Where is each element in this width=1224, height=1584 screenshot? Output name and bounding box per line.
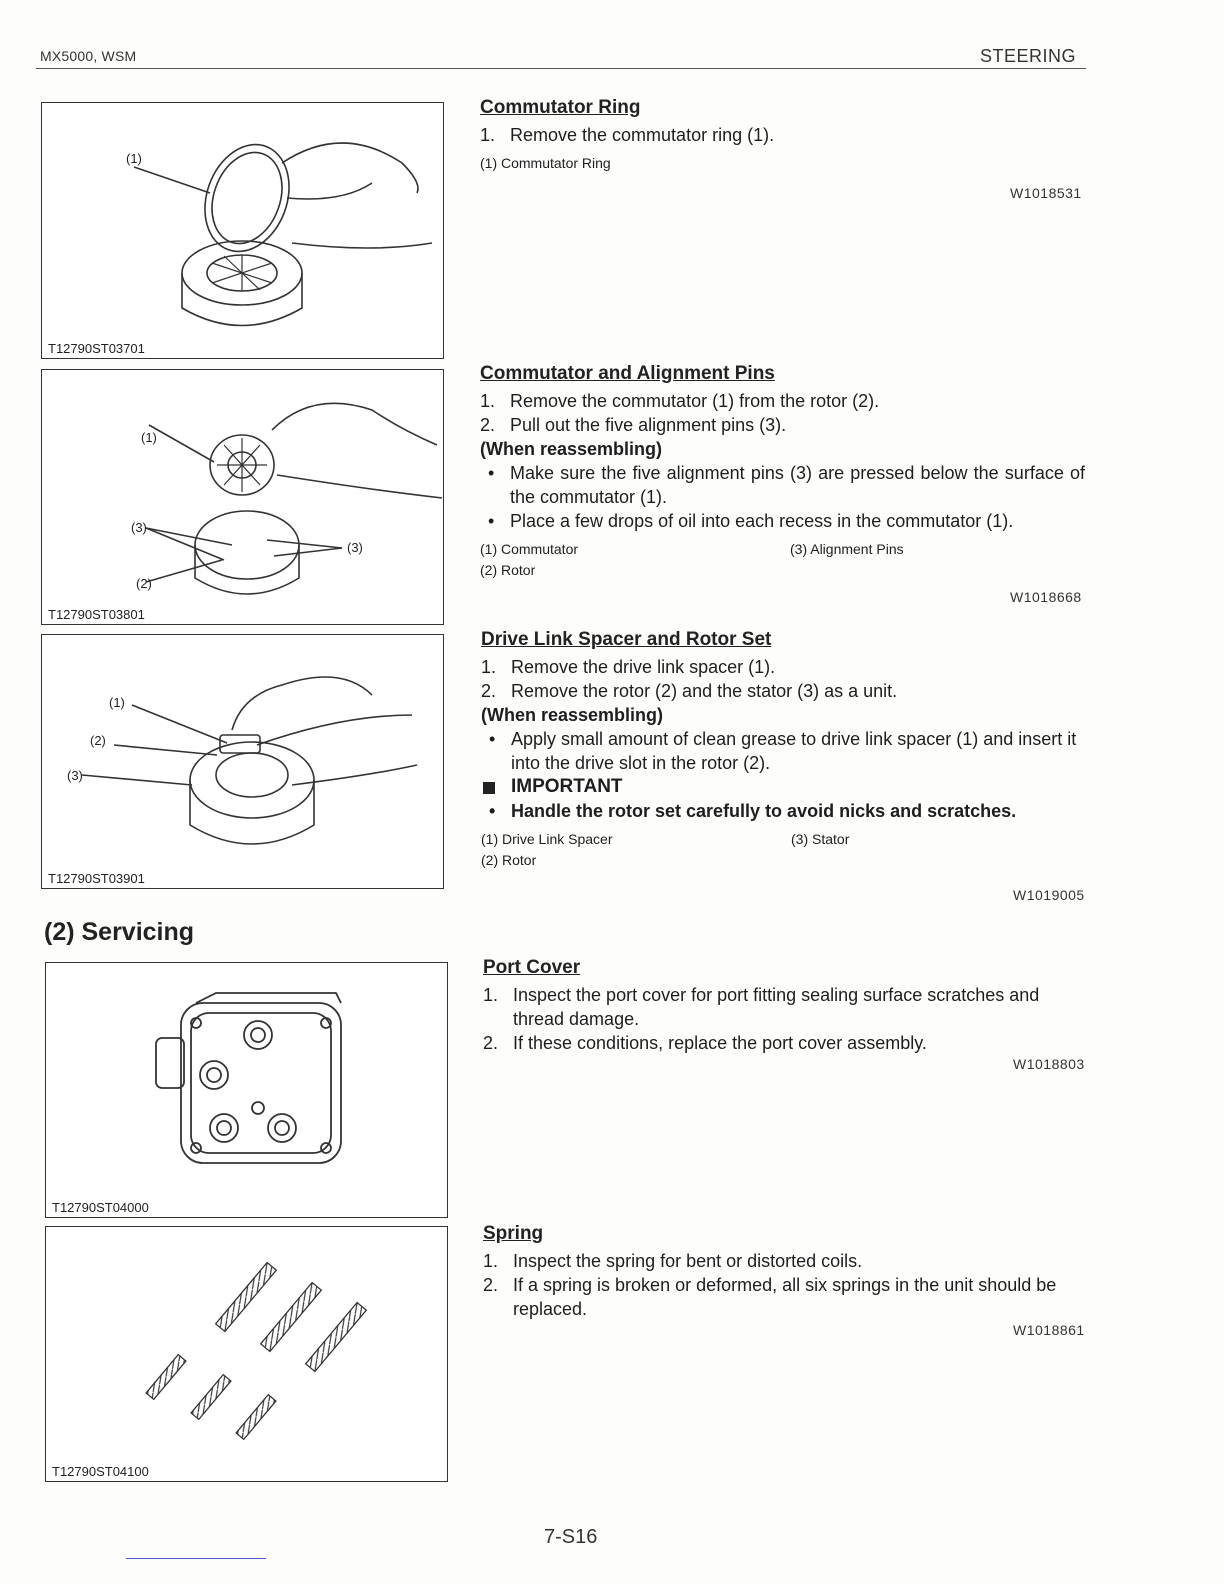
callout-2: (2) [136,576,152,591]
callout-1: (1) [109,695,125,710]
step: 2. If these conditions, replace the port cover assembly. [483,1033,927,1053]
header-divider [36,68,1086,69]
callout-3-left: (3) [131,520,147,535]
footer-line [126,1558,266,1559]
block-commutator-alignment-pins [480,362,1085,581]
step: 1. Remove the commutator (1) from the rotor (2). [480,391,880,411]
bullet: • Place a few drops of oil into each recess in the commutator (1). [480,509,1085,533]
callout-3: (3) [67,768,83,783]
step: 2. If a spring is broken or deformed, all six springs in the unit should be replaced. [483,1275,1057,1319]
commutator-pins-illustration [42,370,444,625]
figure-code: T12790ST04000 [52,1200,152,1215]
block-title: Drive Link Spacer and Rotor Set [481,629,772,650]
block-title: Port Cover [483,957,581,978]
w-code: W1018803 [1013,1056,1085,1072]
legend: (1) Commutator (2) Rotor (3) Alignment Pins [480,541,904,578]
callout-1: (1) [126,151,142,166]
step: 1. Remove the commutator ring (1). [480,125,775,145]
port-cover-illustration [46,963,448,1218]
w-code: W1018861 [1013,1322,1085,1338]
important-bullet: • Handle the rotor set carefully to avoid nicks and scratches. [481,799,1086,823]
bullet: • Make sure the five alignment pins (3) are pressed below the surface of the commutator (1). [480,461,1085,509]
block-commutator-ring [480,96,1085,174]
step: 1. Remove the drive link spacer (1). [481,657,776,677]
callout-2: (2) [90,733,106,748]
figure-springs [45,1226,448,1482]
figure-commutator-ring [41,102,444,359]
figure-code: T12790ST03901 [48,871,148,886]
block-title: Commutator Ring [480,97,641,118]
block-spring [483,1222,1089,1321]
reassembly-subtitle: (When reassembling) [480,439,663,459]
figure-code: T12790ST03801 [48,607,148,622]
w-code: W1018531 [1010,185,1082,201]
figure-code: T12790ST04100 [52,1464,152,1479]
header-manual-title: MX5000, WSM [40,48,137,64]
springs-illustration [46,1227,448,1482]
important-heading: IMPORTANT [481,775,1086,799]
step: 1. Inspect the port cover for port fitting sealing surface scratches and thread damage. [483,985,1040,1029]
legend: (1) Drive Link Spacer (2) Rotor (3) Stator [481,831,850,868]
w-code: W1019005 [1013,887,1085,903]
block-title: Spring [483,1223,544,1244]
figure-port-cover [45,962,448,1218]
step: 2. Remove the rotor (2) and the stator (3) as a unit. [481,681,898,701]
block-title: Commutator and Alignment Pins [480,363,775,384]
reassembly-subtitle: (When reassembling) [481,705,664,725]
block-drive-link-spacer [481,628,1086,871]
callout-1: (1) [141,430,157,445]
section-title-servicing: (2) Servicing [44,918,195,946]
figure-commutator-pins [41,369,444,625]
drive-link-spacer-illustration [42,635,444,889]
figure-drive-link-spacer [41,634,444,889]
callout-3-right: (3) [347,540,363,555]
legend: (1) Commutator Ring [480,155,611,171]
block-port-cover [483,956,1089,1055]
bullet: • Apply small amount of clean grease to drive link spacer (1) and insert it into the drive slot in the rotor (2). [481,727,1086,775]
commutator-ring-illustration [42,103,444,359]
step: 2. Pull out the five alignment pins (3). [480,415,787,435]
figure-code: T12790ST03701 [48,341,148,356]
page-number: 7-S16 [544,1526,598,1548]
w-code: W1018668 [1010,589,1082,605]
step: 1. Inspect the spring for bent or distorted coils. [483,1251,863,1271]
header-chapter-title: STEERING [980,46,1077,66]
